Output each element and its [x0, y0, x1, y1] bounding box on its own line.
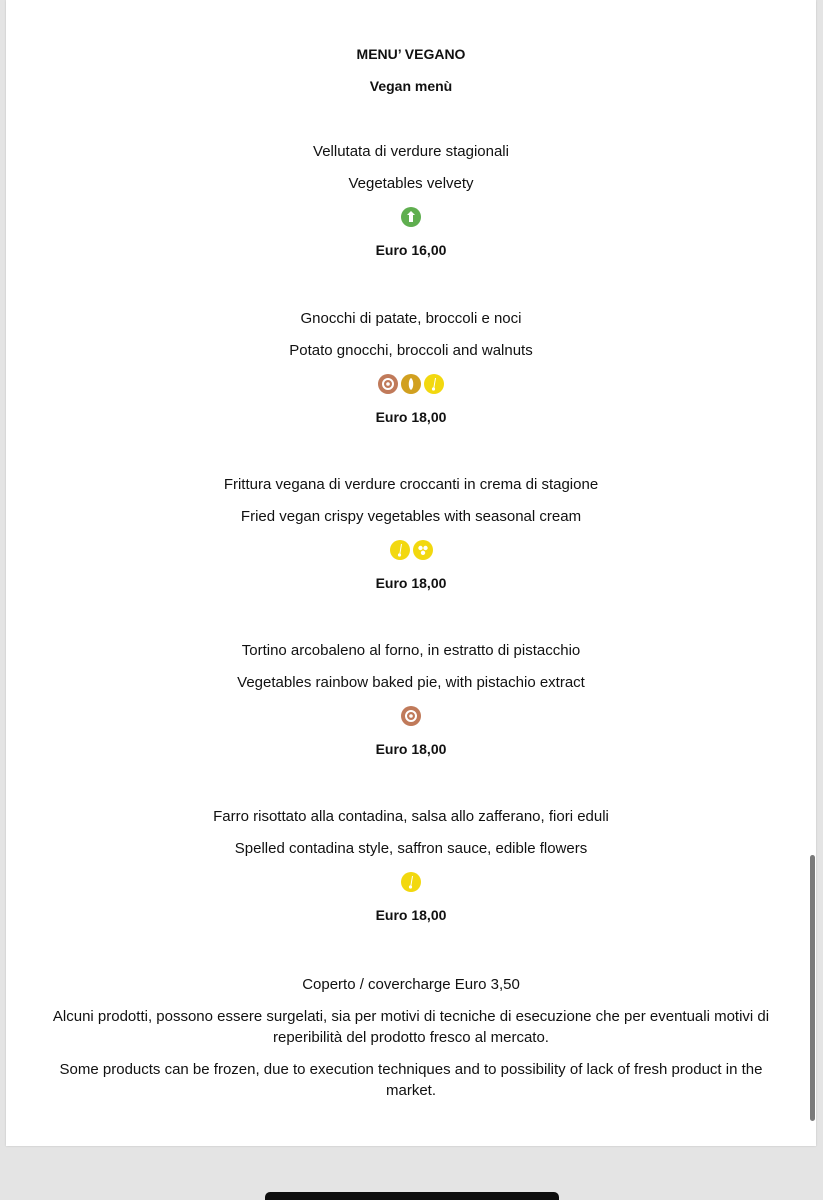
allergen-icons [6, 872, 816, 892]
menu-page [6, 0, 816, 1146]
dish-item [6, 808, 816, 924]
dish-price: Euro 18,00 [375, 907, 447, 923]
dish-name-english: Vegetables velvety [348, 175, 474, 192]
dish-name-italian: Gnocchi di patate, broccoli e noci [300, 310, 522, 327]
dish-name-italian: Frittura vegana di verdure croccanti in crema di stagione [223, 476, 599, 493]
dish-name-italian: Tortino arcobaleno al forno, in estratto di pistacchio [241, 642, 581, 659]
celery-allergen-icon [401, 207, 421, 227]
dish-price: Euro 18,00 [375, 409, 447, 425]
dish-name-italian: Farro risottato alla contadina, salsa allo zafferano, fiori eduli [213, 808, 609, 825]
dish-price: Euro 18,00 [375, 741, 447, 757]
mustard-allergen-icon [390, 540, 410, 560]
dish-name-english: Potato gnocchi, broccoli and walnuts [289, 342, 533, 359]
note-italian: Alcuni prodotti, possono essere surgelati, sia per motivi di tecniche di esecuzione che per eventuali motivi di reperibilità del prodotto fresco al mercato. [52, 1008, 770, 1046]
dish-name-english: Fried vegan crispy vegetables with seasonal cream [240, 508, 582, 525]
mustard-allergen-icon [401, 872, 421, 892]
dish-name-english: Spelled contadina style, saffron sauce, edible flowers [234, 840, 588, 857]
scrollbar[interactable] [810, 855, 815, 1121]
dish-name-italian: Vellutata di verdure stagionali [313, 143, 509, 160]
dish-item [6, 310, 816, 426]
dish-name-english: Vegetables rainbow baked pie, with pistachio extract [237, 674, 585, 691]
dish-item [6, 476, 816, 592]
allergen-icons [6, 706, 816, 726]
dish-item [6, 642, 816, 758]
allergen-icons [6, 374, 816, 394]
allergen-icons [6, 207, 816, 227]
gluten-allergen-icon [401, 374, 421, 394]
dish-price: Euro 18,00 [375, 575, 447, 591]
dish-price: Euro 16,00 [375, 242, 447, 258]
nuts-allergen-icon [378, 374, 398, 394]
dish-item [6, 143, 816, 259]
menu-subtitle: Vegan menù [369, 78, 453, 94]
nuts-allergen-icon [401, 706, 421, 726]
mustard-allergen-icon [424, 374, 444, 394]
cover-charge: Coperto / covercharge Euro 3,50 [302, 976, 520, 993]
note-english: Some products can be frozen, due to execution techniques and to possibility of lack of fresh product in the market. [59, 1061, 763, 1099]
home-indicator[interactable] [265, 1192, 559, 1200]
menu-title: MENU’ VEGANO [356, 46, 466, 62]
allergen-icons [6, 540, 816, 560]
soy-allergen-icon [413, 540, 433, 560]
